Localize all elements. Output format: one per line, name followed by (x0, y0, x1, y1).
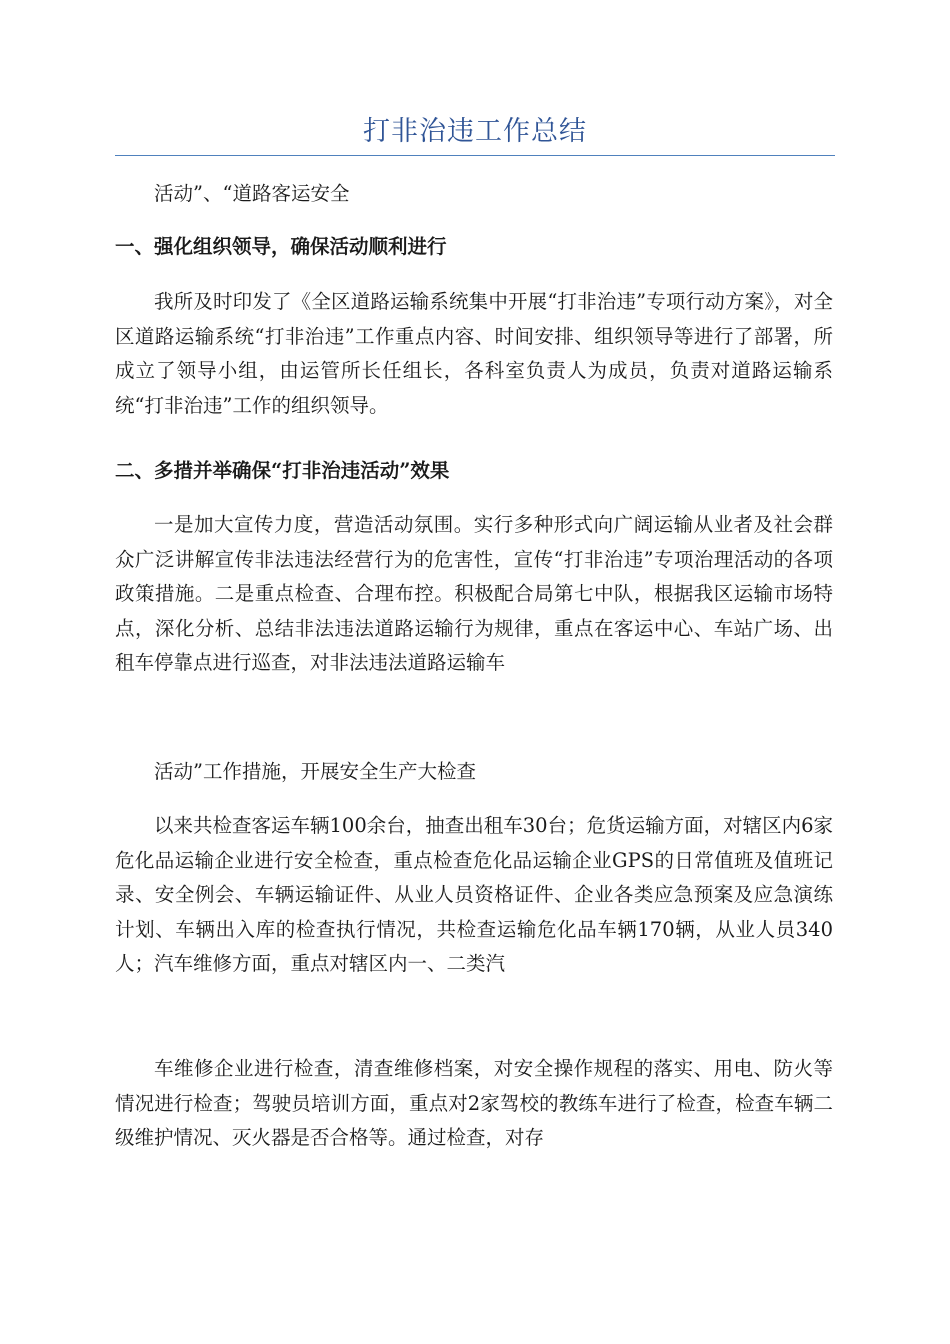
paragraph-measures: 一是加大宣传力度，营造活动氛围。实行多种形式向广阔运输从业者及社会群众广泛讲解宣传非法违法经营行为的危害性，宣传“打非治违”专项治理活动的各项政策措施。二是重点检查、合理布控。积极配合局第七中队，根据我区运输市场特点，深化分析、总结非法违法道路运输行为规律，重点在客运中心、车站广场、出租车停靠点进行巡查，对非法违法道路运输车 (115, 513, 833, 674)
paragraph-inspection-stats: 以来共检查客运车辆100余台，抽查出租车30台；危货运输方面，对辖区内6家危化品运输企业进行安全检查，重点检查危化品运输企业GPS的日常值班及值班记录、安全例会、车辆运输证件、从业人员资格证件、企业各类应急预案及应急演练计划、车辆出入库的检查执行情况，共检查运输危化品车辆170辆，从业人员340人；汽车维修方面，重点对辖区内一、二类汽 (115, 814, 833, 975)
title-underline (115, 155, 835, 156)
section-heading-1: 一、强化组织领导，确保活动顺利进行 (115, 235, 447, 258)
section-heading-2: 二、多措并举确保“打非治违活动”效果 (115, 459, 450, 482)
paragraph-intro-fragment: 活动”、“道路客运安全 (154, 182, 350, 205)
paragraph-inspection-intro: 活动”工作措施，开展安全生产大检查 (154, 760, 476, 783)
document-title: 打非治违工作总结 (363, 116, 587, 147)
paragraph-organization: 我所及时印发了《全区道路运输系统集中开展“打非治违”专项行动方案》，对全区道路运输系统“打非治违”工作重点内容、时间安排、组织领导等进行了部署，所成立了领导小组，由运管所长任组长，各科室负责人为成员，负责对道路运输系统“打非治违”工作的组织领导。 (115, 290, 833, 417)
paragraph-repair-training: 车维修企业进行检查，清查维修档案，对安全操作规程的落实、用电、防火等情况进行检查；驾驶员培训方面，重点对2家驾校的教练车进行了检查，检查车辆二级维护情况、灭火器是否合格等。通过检查，对存 (115, 1057, 833, 1149)
